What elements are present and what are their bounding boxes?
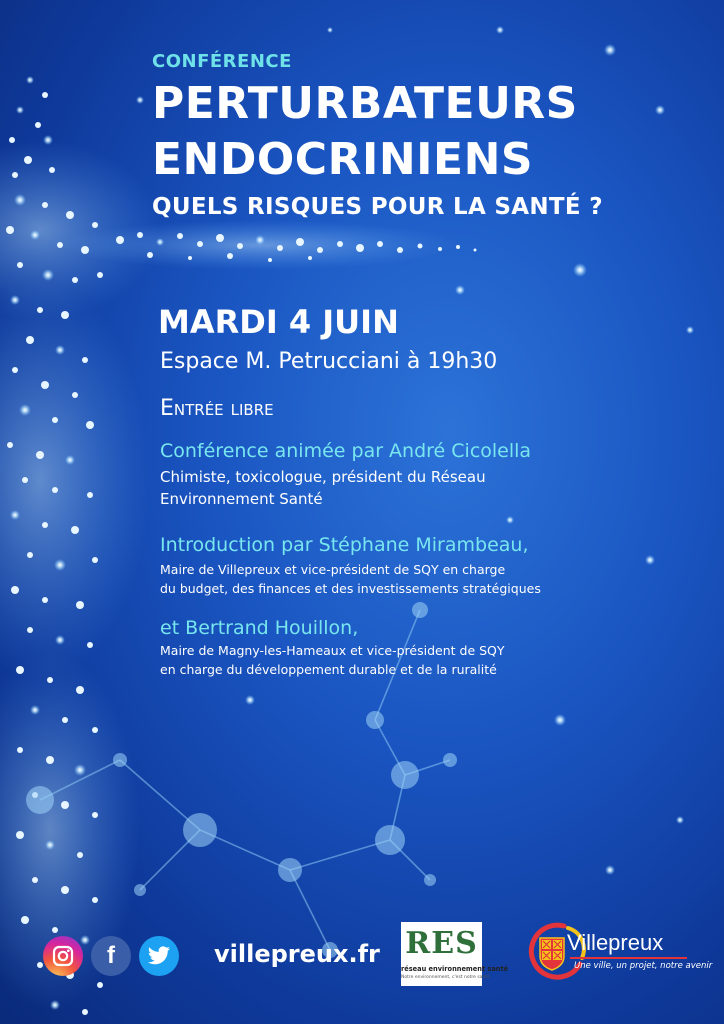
title-line-1: PERTURBATEURS <box>152 78 578 129</box>
speaker-3-desc-line-2: en charge du développement durable et de la ruralité <box>160 662 497 677</box>
res-logo-name: réseau environnement santé <box>401 965 509 973</box>
twitter-icon[interactable] <box>139 936 179 976</box>
speaker-2-desc-line-2: du budget, des finances et des investissements stratégiques <box>160 581 541 596</box>
speaker-2-heading: Introduction par Stéphane Mirambeau, <box>160 534 529 556</box>
villepreux-logo-tagline: Une ville, un projet, notre avenir <box>574 961 713 971</box>
villepreux-logo-name: Villepreux <box>567 930 664 955</box>
subtitle: QUELS RISQUES POUR LA SANTÉ ? <box>152 194 603 220</box>
res-logo-letters: RES <box>405 926 478 961</box>
instagram-icon[interactable] <box>43 936 83 976</box>
website-link[interactable]: villepreux.fr <box>214 940 380 968</box>
speaker-3-desc-line-1: Maire de Magny-les-Hameaux et vice-président de SQY <box>160 643 505 658</box>
event-type-label: CONFÉRENCE <box>152 51 292 72</box>
event-venue: Espace M. Petrucciani à 19h30 <box>160 349 498 374</box>
title-line-2: ENDOCRINIENS <box>152 134 534 185</box>
speaker-1-heading: Conférence animée par André Cicolella <box>160 440 532 462</box>
speaker-2-desc-line-1: Maire de Villepreux et vice-président de SQY en charge <box>160 562 506 577</box>
instagram-glyph <box>51 944 75 968</box>
speaker-1-desc-line-2: Environnement Santé <box>160 490 323 508</box>
speaker-1-desc-line-1: Chimiste, toxicologue, président du Réseau <box>160 468 486 486</box>
event-date: MARDI 4 JUIN <box>158 303 399 341</box>
speaker-3-heading: et Bertrand Houillon, <box>160 617 359 639</box>
res-logo <box>401 922 509 986</box>
entry-info: Entrée libre <box>160 396 274 421</box>
res-logo-tagline: Notre environnement, c'est notre santé <box>401 975 490 980</box>
facebook-icon[interactable]: f <box>91 936 131 976</box>
twitter-bird-glyph <box>147 945 171 967</box>
